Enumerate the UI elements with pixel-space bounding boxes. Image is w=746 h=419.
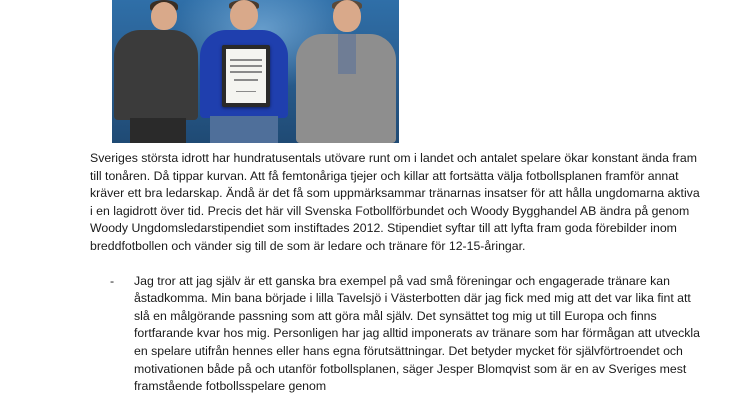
person-left-head [151, 2, 177, 30]
certificate-line [230, 65, 262, 67]
quote-text: Jag tror att jag själv är ett ganska bra exempel på vad små föreningar och engagerade tränare kan åstadkomma. Min bana började i lilla Tavelsjö i Västerbotten där jag fick med mig att det var lika fint att slå en målgörande passning som att göra mål själv. Det synsättet tog mig ut till Europa och finns fortfarande kvar hos mig. Personligen har jag alltid imponerats av tränare som har förmågan att utveckla en spelare utifrån hennes eller hans egna förutsättningar. Det betyder mycket för självförtroendet och motivationen både på och utanför fotbollsplanen, säger Jesper Blomqvist som är en av Sveriges mest framstående fotbollsspelare genom [134, 273, 700, 394]
person-left-torso [114, 30, 198, 120]
bullet-dash: - [110, 273, 115, 288]
person-right-shirt [338, 34, 356, 74]
certificate-line [230, 59, 262, 61]
quote-bullet [90, 273, 700, 396]
award-photo [112, 0, 399, 143]
article-paragraph: Sveriges största idrott har hundratusentals utövare runt om i landet och antalet spelare ökar konstant ända fram till tonåren. Då tippar kurvan. Att få femtonåriga tjejer och killar att fortsätta välja fotbollsplanen framför annat kräver ett bra ledarskap. Ändå är det få som uppmärksammar tränarnas insatser för att hålla ungdomarna aktiva i en lagidrott över tid. Precis det här vill Svenska Fotbollförbundet och Woody Bygghandel AB ändra på genom Woody Ungdomsledarstipendiet som instiftades 2012. Stipendiet syftar till att lyfta fram goda förebilder inom breddfotbollen och vänder sig till de som är ledare och tränare för 12-15-åringar. [90, 151, 700, 253]
person-left-legs [130, 118, 186, 143]
certificate-line [236, 91, 256, 92]
person-right-head [333, 0, 361, 32]
award-certificate [222, 45, 270, 107]
person-right [290, 0, 399, 143]
certificate-line [230, 71, 262, 73]
certificate-line [234, 79, 258, 81]
article-body [90, 150, 700, 396]
certificate-paper [226, 49, 266, 103]
person-left [112, 0, 202, 143]
person-middle-head [230, 0, 258, 30]
person-middle-legs [210, 116, 278, 143]
